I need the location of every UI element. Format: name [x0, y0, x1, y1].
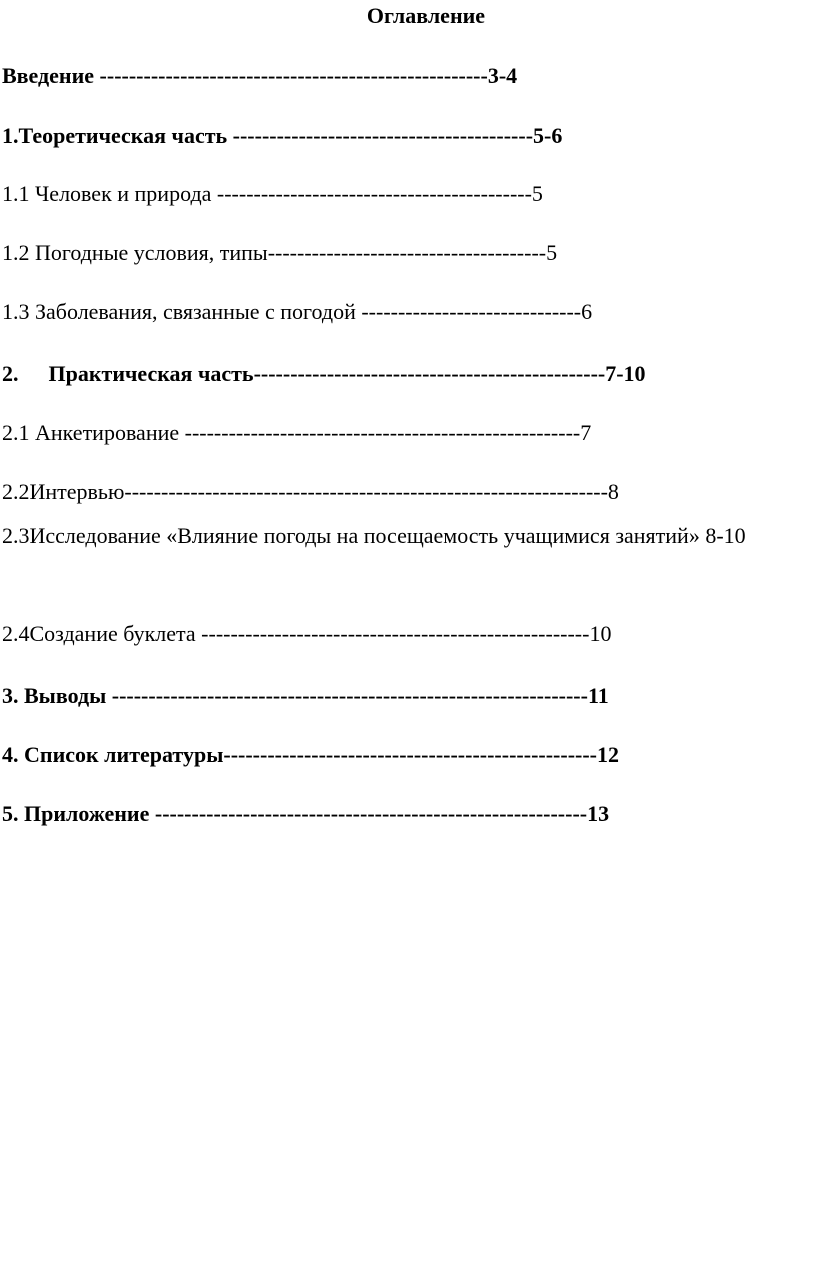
toc-entry-practice-number: 2. [2, 361, 19, 386]
toc-entry-practice [2, 360, 646, 388]
toc-entry-2-2: 2.2Интервью------------------------------------------------------------------8 [2, 479, 619, 504]
toc-entry-practice-label: Практическая часть------------------------------------------------7-10 [48, 361, 646, 386]
toc-entry-1-1: 1.1 Человек и природа -------------------------------------------5 [2, 181, 543, 206]
toc-entry-theory: 1.Теоретическая часть -----------------------------------------5-6 [2, 123, 563, 148]
toc-entry-2-1: 2.1 Анкетирование ------------------------------------------------------7 [2, 420, 592, 445]
toc-entry-1-3: 1.3 Заболевания, связанные с погодой ------------------------------6 [2, 299, 593, 324]
toc-entry-2-4: 2.4Создание буклета -----------------------------------------------------10 [2, 621, 612, 646]
toc-title: Оглавление [366, 3, 486, 28]
toc-entry-1-2: 1.2 Погодные условия, типы--------------------------------------5 [2, 240, 558, 265]
toc-entry-conclusions: 3. Выводы -----------------------------------------------------------------11 [2, 683, 609, 708]
toc-entry-2-3: 2.3Исследование «Влияние погоды на посещаемость учащимися занятий» 8-10 [2, 523, 746, 548]
toc-entry-appendix: 5. Приложение -----------------------------------------------------------13 [2, 801, 610, 826]
toc-entry-references: 4. Список литературы---------------------------------------------------12 [2, 742, 619, 767]
toc-entry-intro: Введение -----------------------------------------------------3-4 [2, 63, 518, 88]
